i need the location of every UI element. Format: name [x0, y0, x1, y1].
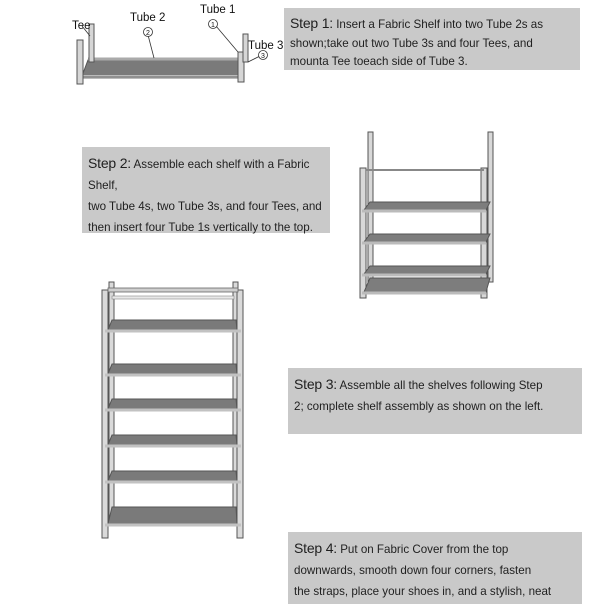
step-1-line-2: shown;take out two Tube 3s and four Tees, and	[290, 36, 533, 50]
step-3-label: Step 3:	[294, 376, 337, 392]
step-2-line-2: two Tube 4s, two Tube 3s, and four Tees, and	[88, 200, 322, 213]
callout-tube-2: Tube 2	[130, 12, 166, 24]
rack4-shelf-4	[362, 278, 490, 293]
callout-num-1: 1	[211, 22, 215, 29]
step-4-line-1: Put on Fabric Cover from the top	[336, 543, 509, 556]
step-2-line-1: Assemble each shelf with a Fabric Shelf,	[88, 158, 310, 192]
callout-num-3: 3	[261, 53, 265, 60]
callout-num-2: 2	[146, 30, 150, 37]
callout-tube-3: Tube 3	[248, 40, 284, 52]
step-3-line-1: Assemble all the shelves following Step	[336, 379, 543, 392]
rack-shelf-2	[105, 364, 241, 375]
callout-tee: Tee	[72, 20, 91, 32]
step-4-line-2: downwards, smooth down four corners, fasten	[294, 564, 532, 577]
rack-shelf-5	[105, 471, 241, 482]
four-tier-rack-diagram	[350, 128, 505, 303]
callout-tube-1: Tube 1	[200, 4, 236, 16]
rack-shelf-4	[105, 435, 241, 446]
step-1-label: Step 1:	[290, 15, 333, 31]
step-4-box	[288, 532, 582, 604]
rack-shelf-1	[105, 320, 241, 331]
fabric-shelf	[82, 60, 245, 76]
step-1-line-1: Insert a Fabric Shelf into two Tube 2s as	[332, 18, 544, 31]
rack4-shelf-3	[362, 266, 490, 275]
step-2-box	[82, 147, 330, 233]
rack4-shelf-1	[362, 202, 490, 211]
step-3-box	[288, 368, 582, 434]
rack4-shelf-2	[362, 234, 490, 243]
step-1-box	[284, 8, 580, 70]
left-front-tee	[77, 40, 83, 84]
rack-shelf-3	[105, 399, 241, 410]
rack-shelf-6	[105, 507, 241, 525]
step-4-label: Step 4:	[294, 540, 337, 556]
step-4-line-3: the straps, place your shoes in, and a stylish, neat	[294, 585, 552, 598]
full-rack-diagram	[95, 278, 255, 543]
step-2-label: Step 2:	[88, 155, 131, 171]
step-1-line-3: mounta Tee toeach side of Tube 3.	[290, 55, 468, 68]
step-2-line-3: then insert four Tube 1s vertically to the top.	[88, 221, 313, 234]
step-3-line-2: 2; complete shelf assembly as shown on the left.	[294, 400, 544, 413]
